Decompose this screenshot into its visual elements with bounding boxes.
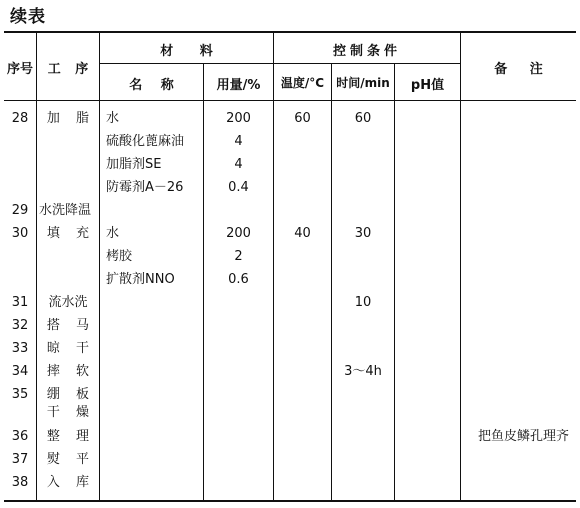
col-rule — [273, 31, 274, 502]
material-amount: 200 — [226, 226, 251, 241]
header-remarks: 备 注 — [494, 62, 543, 77]
material-name: 水 — [106, 111, 120, 126]
header-bottom-rule — [4, 100, 576, 101]
header-name: 名 称 — [129, 78, 174, 93]
row-no: 36 — [11, 429, 29, 444]
row-time: 3～4h — [344, 364, 382, 379]
row-process: 搭 马 — [46, 318, 90, 333]
row-no: 35 — [11, 387, 29, 402]
row-no: 28 — [11, 111, 29, 126]
row-process-line2: 干 燥 — [46, 405, 90, 420]
row-time: 60 — [354, 111, 372, 126]
col-rule — [460, 31, 461, 502]
row-process: 绷 板 — [46, 387, 90, 402]
row-process: 摔 软 — [46, 364, 90, 379]
header-controls: 控制条件 — [332, 44, 401, 59]
table-caption: 续表 — [10, 7, 46, 27]
row-no: 29 — [11, 203, 29, 218]
header-process: 工 序 — [47, 62, 89, 77]
row-no: 31 — [11, 295, 29, 310]
material-amount: 0.4 — [228, 180, 249, 195]
col-rule — [99, 31, 100, 502]
header-materials: 材 料 — [160, 44, 213, 59]
row-time: 10 — [354, 295, 372, 310]
row-process: 水洗降温 — [39, 203, 92, 218]
row-no: 34 — [11, 364, 29, 379]
material-name: 加脂剂SE — [106, 157, 162, 172]
row-remark: 把鱼皮鳞孔理齐 — [478, 429, 570, 444]
material-name: 硫酸化蓖麻油 — [106, 134, 185, 149]
col-rule — [394, 63, 395, 502]
table-bottom-rule — [4, 500, 576, 502]
header-mid-rule — [99, 63, 460, 64]
row-process: 填 充 — [46, 226, 90, 241]
material-amount: 4 — [234, 157, 243, 172]
table-top-rule — [4, 31, 576, 33]
row-no: 33 — [11, 341, 29, 356]
row-time: 30 — [354, 226, 372, 241]
material-name: 栲胶 — [106, 249, 133, 264]
col-rule — [331, 63, 332, 502]
material-name: 扩散剂NNO — [106, 272, 175, 287]
row-no: 37 — [11, 452, 29, 467]
header-ph: pH值 — [410, 78, 445, 93]
row-process: 加 脂 — [46, 111, 90, 126]
header-time: 时间/min — [336, 76, 390, 90]
row-no: 38 — [11, 475, 29, 490]
row-process: 熨 平 — [46, 452, 90, 467]
header-temp: 温度/°C — [280, 76, 325, 90]
row-process: 入 库 — [46, 475, 90, 490]
row-process: 流水洗 — [48, 295, 88, 310]
material-name: 防霉剂A－26 — [106, 180, 184, 195]
row-temp: 60 — [294, 111, 311, 126]
row-no: 32 — [11, 318, 29, 333]
header-no: 序号 — [6, 62, 33, 77]
material-amount: 2 — [234, 249, 243, 264]
material-amount: 0.6 — [228, 272, 249, 287]
row-no: 30 — [11, 226, 29, 241]
header-amount: 用量/% — [216, 78, 261, 93]
material-name: 水 — [106, 226, 120, 241]
material-amount: 4 — [234, 134, 243, 149]
row-process: 晾 干 — [46, 341, 90, 356]
row-temp: 40 — [294, 226, 311, 241]
material-amount: 200 — [226, 111, 251, 126]
row-process: 整 理 — [46, 429, 90, 444]
